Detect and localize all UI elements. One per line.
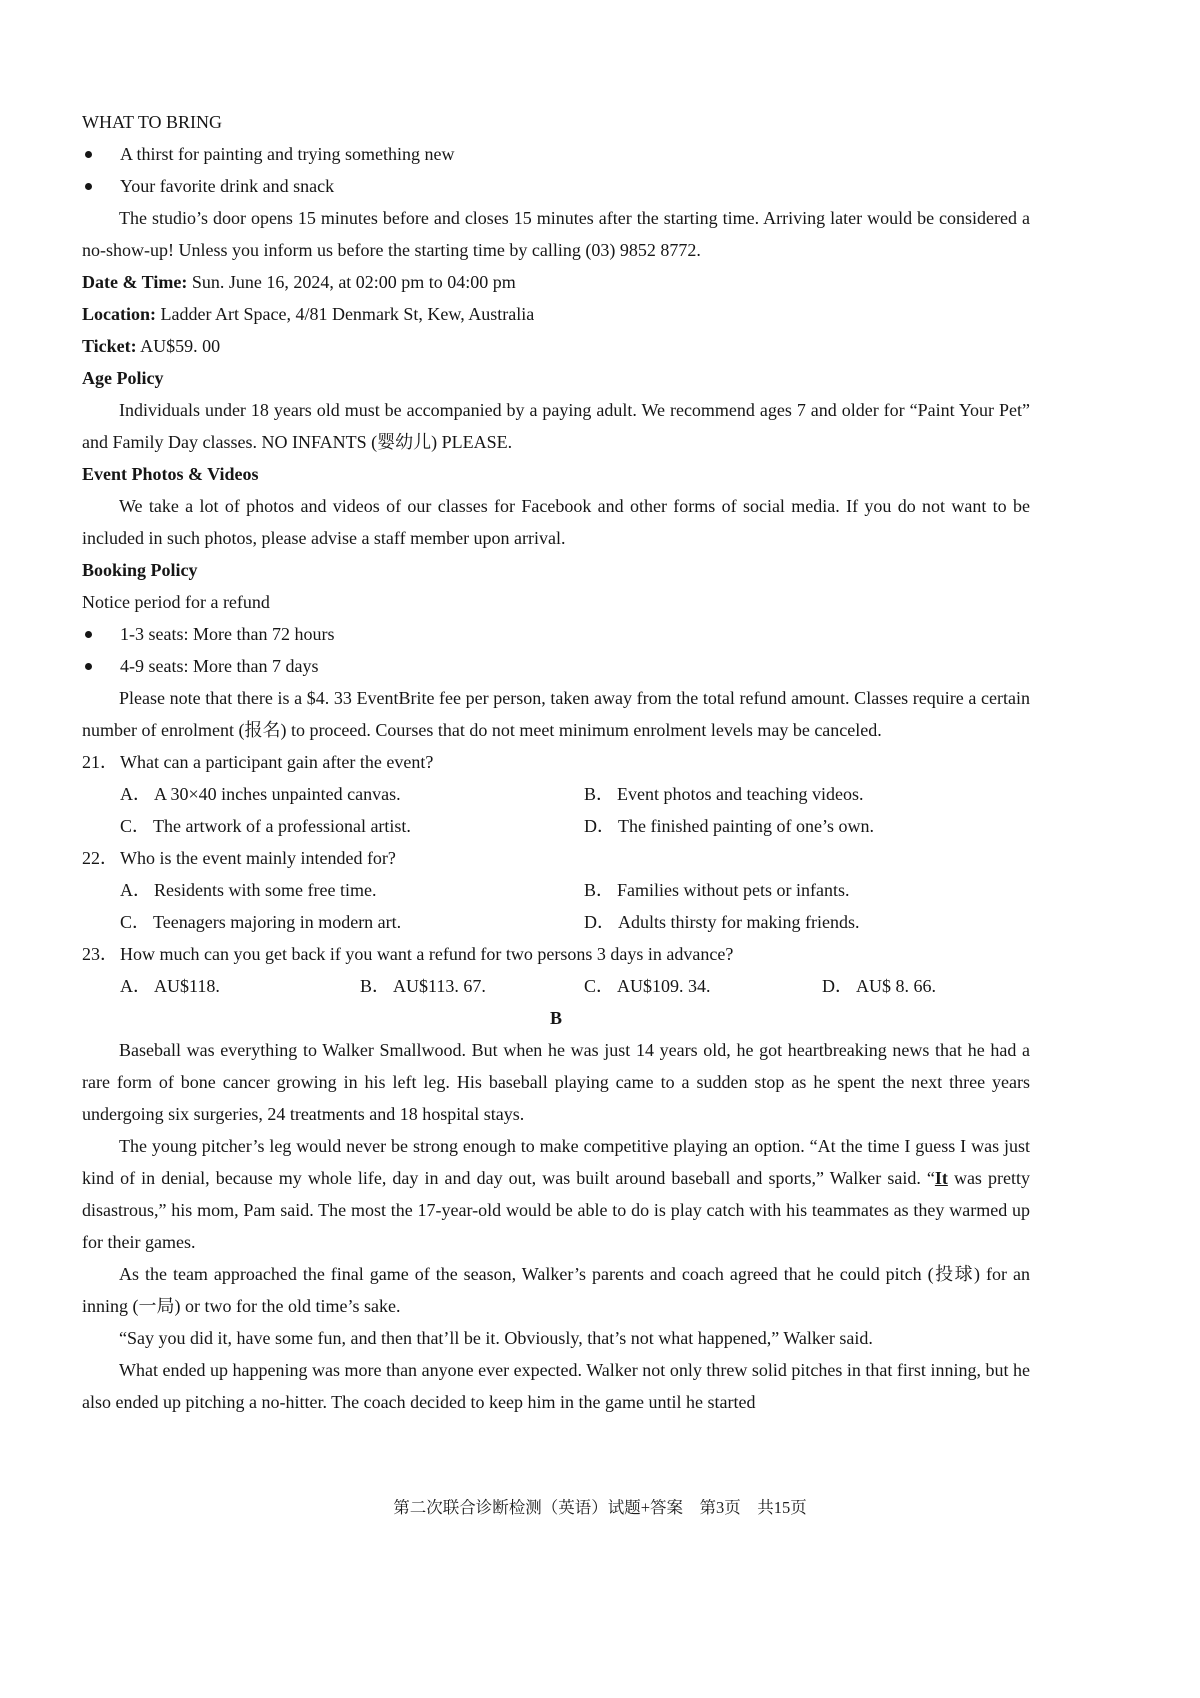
bring-bullet-2 xyxy=(82,170,1030,202)
paragraph-2-text-after: was pretty disastrous,” his mom, Pam said. The most the 17-year-old would be able to do is play catch with his teammates as they warmed up for their games. xyxy=(82,1168,1030,1252)
bullet-icon xyxy=(85,663,92,670)
event-photos-paragraph: We take a lot of photos and videos of our classes for Facebook and other forms of social media. If you do not want to be included in such photos, please advise a staff member upon arrival. xyxy=(82,496,1030,548)
option-label: C． xyxy=(120,912,151,932)
passage-b-paragraph-1: Baseball was everything to Walker Smallwood. But when he was just 14 years old, he got heartbreaking news that he had a rare form of bone cancer growing in his left leg. His baseball playing came to a sudden stop as he spent the next three years undergoing six surgeries, 24 treatments and 18 hospital stays. xyxy=(82,1040,1030,1124)
option-text: AU$109. 34. xyxy=(617,976,711,996)
ticket-value: AU$59. 00 xyxy=(136,336,221,356)
option-23-b xyxy=(360,970,584,1002)
question-21-stem xyxy=(82,746,1030,778)
refund-bullet-2 xyxy=(82,650,1030,682)
location-label: Location: xyxy=(82,304,156,324)
date-time-line xyxy=(82,266,1030,298)
page-footer: 第二次联合诊断检测（英语）试题+答案 第3页 共15页 xyxy=(393,1498,807,1517)
paragraph-2-text-before: The young pitcher’s leg would never be strong enough to make competitive playing an option. “At the time I guess I was just kind of in denial, because my whole life, day in and day out, was built around baseball and sports,” Walker said. “ xyxy=(82,1136,1030,1188)
section-b-label: B xyxy=(549,1008,562,1028)
question-23-stem xyxy=(82,938,1030,970)
question-text: Who is the event mainly intended for? xyxy=(120,848,396,868)
studio-paragraph: The studio’s door opens 15 minutes before and closes 15 minutes after the starting time. Arriving later would be considered a no-show-up! Unless you inform us before the starting time by calling (03) 9852 8772. xyxy=(82,208,1030,260)
option-label: C． xyxy=(120,816,151,836)
option-23-c xyxy=(584,970,822,1002)
option-text: The artwork of a professional artist. xyxy=(153,816,411,836)
question-text: How much can you get back if you want a refund for two persons 3 days in advance? xyxy=(120,944,734,964)
location-value: Ladder Art Space, 4/81 Denmark St, Kew, Australia xyxy=(156,304,535,324)
option-label: B． xyxy=(584,784,615,804)
question-number: 22． xyxy=(82,848,118,868)
option-21-c xyxy=(120,810,584,842)
option-text: Residents with some free time. xyxy=(154,880,377,900)
page-content xyxy=(82,106,1030,1418)
option-21-b xyxy=(584,778,1030,810)
bullet-text: 1-3 seats: More than 72 hours xyxy=(120,624,335,644)
refund-note-paragraph: Please note that there is a $4. 33 EventBrite fee per person, taken away from the total refund amount. Classes require a certain number of enrolment (报名) to proceed. Courses that do not meet minimum enrolment levels may be canceled. xyxy=(82,688,1030,740)
question-text: What can a participant gain after the event? xyxy=(120,752,434,772)
bring-bullet-1 xyxy=(82,138,1030,170)
option-text: Teenagers majoring in modern art. xyxy=(153,912,402,932)
passage-b-paragraph-5: What ended up happening was more than anyone ever expected. Walker not only threw solid pitches in that first inning, but he also ended up pitching a no-hitter. The coach decided to keep him in the game until he started xyxy=(82,1360,1030,1412)
question-number: 21． xyxy=(82,752,118,772)
passage-b-paragraph-3: As the team approached the final game of the season, Walker’s parents and coach agreed that he could pitch (投球) for an inning (一局) or two for the old time’s sake. xyxy=(82,1264,1030,1316)
question-22 xyxy=(82,842,1030,938)
question-23 xyxy=(82,938,1030,1002)
option-label: D． xyxy=(822,976,853,996)
option-text: AU$118. xyxy=(154,976,220,996)
option-23-d xyxy=(822,970,1030,1002)
question-21 xyxy=(82,746,1030,842)
bullet-icon xyxy=(85,151,92,158)
question-23-options-row xyxy=(82,970,1030,1002)
option-22-a xyxy=(120,874,584,906)
ticket-label: Ticket: xyxy=(82,336,137,356)
question-22-options-row-1 xyxy=(82,874,1030,906)
date-time-label: Date & Time: xyxy=(82,272,188,292)
bullet-icon xyxy=(85,183,92,190)
notice-line: Notice period for a refund xyxy=(82,592,270,612)
option-label: A． xyxy=(120,880,151,900)
age-policy-heading: Age Policy xyxy=(82,368,164,388)
booking-policy-heading: Booking Policy xyxy=(82,560,198,580)
location-line xyxy=(82,298,1030,330)
bullet-icon xyxy=(85,631,92,638)
bullet-text: 4-9 seats: More than 7 days xyxy=(120,656,319,676)
underlined-it: It xyxy=(934,1168,948,1188)
option-text: A 30×40 inches unpainted canvas. xyxy=(154,784,401,804)
option-text: Event photos and teaching videos. xyxy=(617,784,864,804)
passage-b-paragraph-4: “Say you did it, have some fun, and then that’ll be it. Obviously, that’s not what happened,” Walker said. xyxy=(119,1328,873,1348)
option-label: C． xyxy=(584,976,615,996)
option-text: AU$ 8. 66. xyxy=(856,976,936,996)
option-label: A． xyxy=(120,976,151,996)
option-22-c xyxy=(120,906,584,938)
option-21-a xyxy=(120,778,584,810)
age-policy-paragraph: Individuals under 18 years old must be accompanied by a paying adult. We recommend ages 7 and older for “Paint Your Pet” and Family Day classes. NO INFANTS (婴幼儿) PLEASE. xyxy=(82,400,1030,452)
option-text: The finished painting of one’s own. xyxy=(618,816,874,836)
option-label: B． xyxy=(360,976,391,996)
option-label: D． xyxy=(584,912,615,932)
option-21-d xyxy=(584,810,1030,842)
option-label: A． xyxy=(120,784,151,804)
option-text: Families without pets or infants. xyxy=(617,880,850,900)
event-photos-heading: Event Photos & Videos xyxy=(82,464,259,484)
question-21-options-row-1 xyxy=(82,778,1030,810)
option-text: Adults thirsty for making friends. xyxy=(618,912,860,932)
question-21-options-row-2 xyxy=(82,810,1030,842)
question-22-options-row-2 xyxy=(82,906,1030,938)
refund-bullet-1 xyxy=(82,618,1030,650)
bullet-text: A thirst for painting and trying something new xyxy=(120,144,455,164)
option-text: AU$113. 67. xyxy=(393,976,486,996)
option-23-a xyxy=(120,970,360,1002)
option-22-d xyxy=(584,906,1030,938)
option-label: D． xyxy=(584,816,615,836)
passage-b-paragraph-2 xyxy=(82,1130,1030,1258)
bullet-text: Your favorite drink and snack xyxy=(120,176,335,196)
question-22-stem xyxy=(82,842,1030,874)
option-label: B． xyxy=(584,880,615,900)
what-to-bring-heading: WHAT TO BRING xyxy=(82,112,223,132)
question-number: 23． xyxy=(82,944,118,964)
option-22-b xyxy=(584,874,1030,906)
ticket-line xyxy=(82,330,1030,362)
date-time-value: Sun. June 16, 2024, at 02:00 pm to 04:00 pm xyxy=(187,272,516,292)
